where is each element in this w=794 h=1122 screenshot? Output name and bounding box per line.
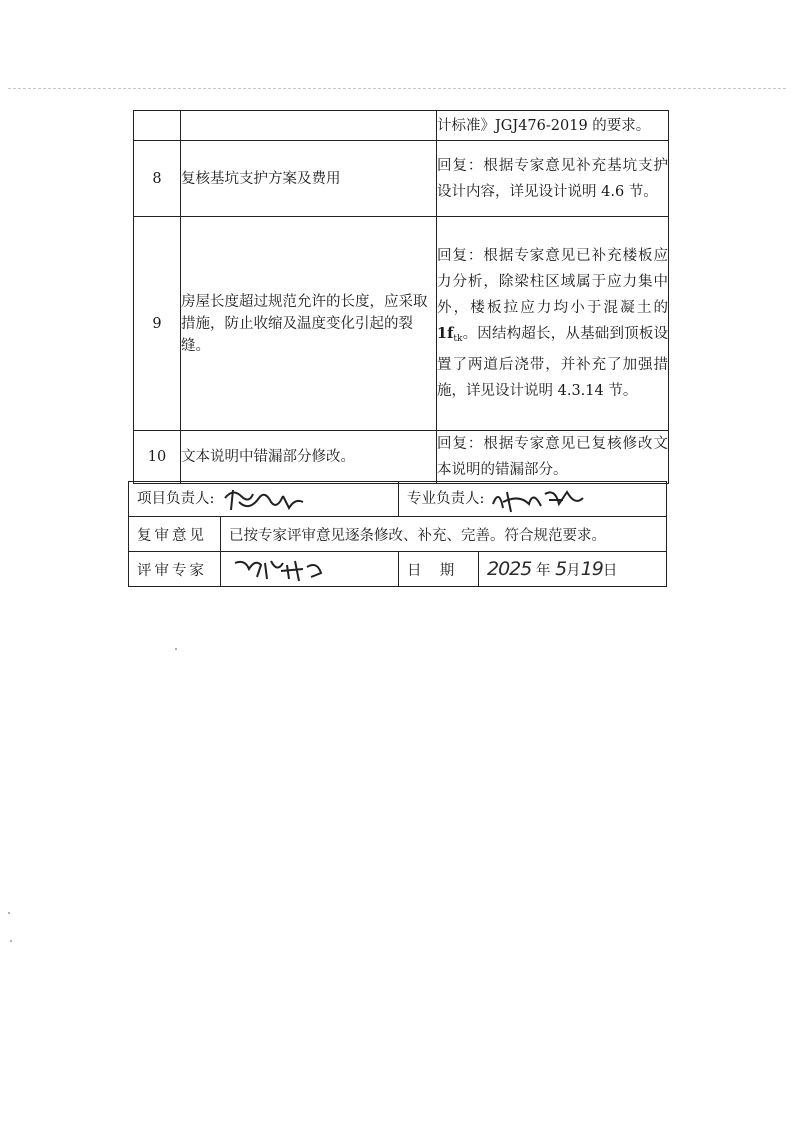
row-issue: 文本说明中错漏部分修改。	[181, 431, 437, 484]
row-issue	[181, 111, 437, 141]
discipline-lead-signature	[489, 484, 589, 514]
scan-edge-line	[8, 88, 786, 89]
row-issue: 复核基坑支护方案及费用	[181, 141, 437, 217]
date-year-unit: 年	[535, 563, 551, 579]
row-number: 8	[134, 141, 181, 217]
project-lead-signature	[219, 484, 311, 514]
date-month-unit: 月	[566, 563, 581, 579]
expert-signature	[229, 555, 339, 583]
row-reply: 回复：根据专家意见已复核修改文本说明的错漏部分。	[437, 431, 669, 484]
signoff-row-opinion	[129, 517, 667, 552]
reply-text-part: 回复：根据专家意见已补充楼板应力分析，除梁柱区域属于应力集中外，楼板拉应力均小于混凝土的	[437, 248, 668, 316]
table-row	[134, 141, 669, 217]
row-number: 10	[134, 431, 181, 484]
review-opinion-label: 复审意见	[129, 517, 221, 552]
date-label: 日 期	[399, 552, 479, 587]
discipline-lead-cell	[399, 482, 667, 517]
expert-signature-cell	[221, 552, 399, 587]
expert-label: 评审专家	[129, 552, 221, 587]
row-number	[134, 111, 181, 141]
reply-text-part: 。因结构超长，从基础到顶板设置了两道后浇带，并补充了加强措施，详见设计说明 4.3.14 节。	[437, 326, 668, 399]
row-reply: 计标准》JGJ476-2019 的要求。	[437, 111, 669, 141]
project-lead-cell	[129, 482, 399, 517]
row-reply: 回复：根据专家意见补充基坑支护设计内容，详见设计说明 4.6 节。	[437, 141, 669, 217]
review-response-table	[133, 110, 669, 484]
signoff-row-expert	[129, 552, 667, 587]
signoff-table	[128, 481, 667, 587]
row-reply	[437, 217, 669, 431]
date-month: 5	[555, 558, 567, 580]
table-row	[134, 217, 669, 431]
date-year: 2025	[487, 558, 532, 580]
project-lead-label: 项目负责人:	[137, 491, 215, 507]
review-opinion-text: 已按专家评审意见逐条修改、补充、完善。符合规范要求。	[221, 517, 667, 552]
signoff-row-leads	[129, 482, 667, 517]
date-day: 19	[580, 558, 603, 580]
row-number: 9	[134, 217, 181, 431]
discipline-lead-label: 专业负责人:	[407, 491, 485, 507]
date-day-unit: 日	[602, 563, 618, 579]
table-row	[134, 111, 669, 141]
row-issue: 房屋长度超过规范允许的长度，应采取措施，防止收缩及温度变化引起的裂缝。	[181, 217, 437, 431]
table-row	[134, 431, 669, 484]
reply-formula-subscript: tk	[453, 334, 463, 344]
date-value	[479, 552, 667, 587]
reply-formula: 1f	[437, 325, 454, 342]
